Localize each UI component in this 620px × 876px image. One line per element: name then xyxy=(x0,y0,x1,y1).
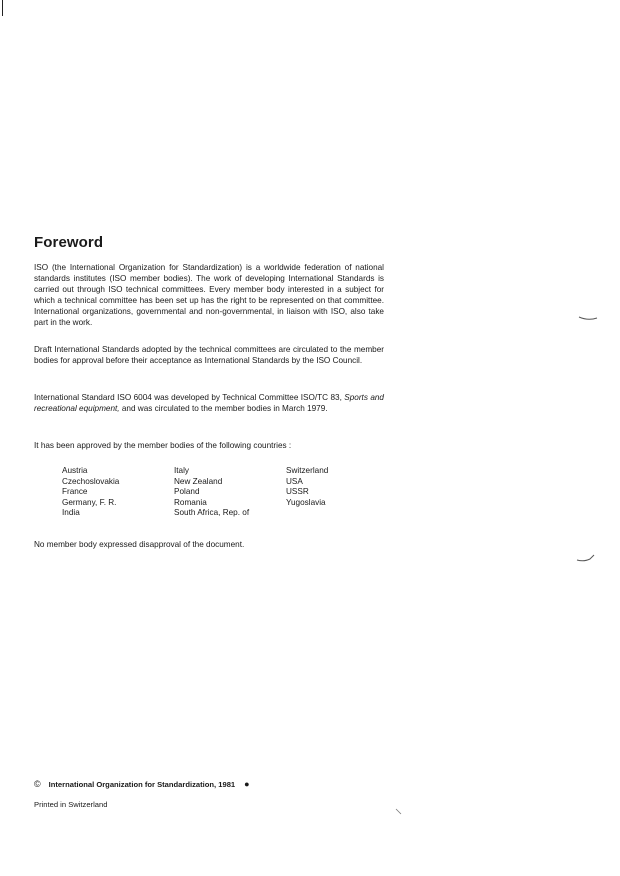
standard-origin-text: International Standard ISO 6004 was developed by Technical Committee ISO/TC 83, xyxy=(34,393,345,402)
country-item: Switzerland xyxy=(286,466,329,475)
country-item: Austria xyxy=(62,466,88,475)
country-item: Yugoslavia xyxy=(286,497,326,507)
country-item: Poland xyxy=(174,487,200,497)
country-item: Czechoslovakia xyxy=(62,476,120,486)
copyright-line xyxy=(34,779,250,789)
paragraph-standard-origin xyxy=(34,393,384,415)
country-item: Italy xyxy=(174,466,190,475)
bullet-icon: ● xyxy=(244,779,250,789)
scan-artifact-mark-2 xyxy=(576,552,596,564)
country-item: New Zealand xyxy=(174,476,223,486)
country-item: France xyxy=(62,487,88,497)
paragraph-draft-standards: Draft International Standards adopted by the technical committees are circulated to the member bodies for approval before their acceptance as International Standards by the ISO Council. xyxy=(34,345,384,365)
country-item: USSR xyxy=(286,487,309,497)
foreword-heading: Foreword xyxy=(34,234,104,251)
printed-in-note: Printed in Switzerland xyxy=(34,800,108,809)
paragraph-no-disapproval: No member body expressed disapproval of the document. xyxy=(34,540,245,549)
country-item: South Africa, Rep. of xyxy=(174,508,250,518)
country-item: USA xyxy=(286,476,303,486)
approving-countries-list xyxy=(62,466,382,519)
country-item: Romania xyxy=(174,497,207,507)
committee-title: Sports and recreational equipment, xyxy=(34,393,384,413)
scan-margin-mark xyxy=(2,0,3,16)
paragraph-iso-description: ISO (the International Organization for Standardization) is a worldwide federation of national standards institutes (ISO member bodies). The work of developing International Standards is carried out through ISO technical committees. Every member body interested in a subject for which a technical committee has been set up has the right to be represented on that committee. International organizations, governmental and non-governmental, in liaison with ISO, also take part in the work. xyxy=(34,263,384,327)
country-item: India xyxy=(62,508,80,518)
scan-artifact-mark-1 xyxy=(578,312,598,322)
copyright-icon: © xyxy=(34,779,41,789)
countries-column-2 xyxy=(174,466,286,519)
countries-column-1 xyxy=(62,466,174,519)
country-item: Germany, F. R. xyxy=(62,497,117,507)
scan-artifact-mark-3 xyxy=(395,808,403,816)
paragraph-approval-intro: It has been approved by the member bodies of the following countries : xyxy=(34,441,292,450)
standard-origin-text-end: and was circulated to the member bodies in March 1979. xyxy=(119,403,328,413)
countries-column-3 xyxy=(286,466,328,519)
copyright-text: International Organization for Standardization, 1981 xyxy=(48,779,236,789)
